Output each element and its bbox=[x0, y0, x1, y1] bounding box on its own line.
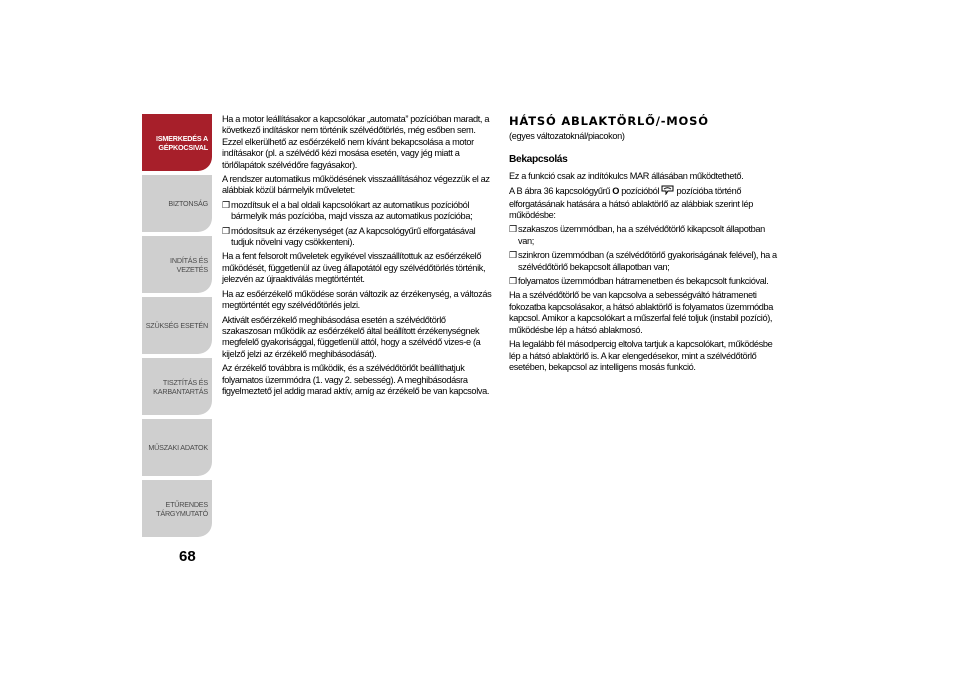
subsection-heading: Bekapcsolás bbox=[509, 154, 568, 166]
paragraph: Ha legalább fél másodpercig eltolva tartjuk a kapcsolókart, működésbe lép a hátsó ablaktörlő is. A kar elengedésekor, mint a szélvédőtörlő esetében, bekapcsol az intelligens mosás funkció. bbox=[509, 339, 773, 372]
paragraph: Ha a fent felsorolt műveletek egyikével visszaállítottuk az esőérzékelő működését, függetlenül az üveg állapotától egy szélvédőtörlés történik, jelezvén az újraaktiválás megtörténtét. bbox=[222, 251, 486, 285]
tab-label: SZÜKSÉG ESETÉN bbox=[145, 321, 208, 330]
tab-inditas[interactable] bbox=[142, 236, 212, 293]
checkbox-bullet-icon: ❒ bbox=[509, 224, 517, 235]
page-number: 68 bbox=[179, 548, 196, 565]
tab-label: ISMERKEDÉS A GÉPKOCSIVAL bbox=[155, 133, 208, 152]
paragraph: Ha az esőérzékelő működése során változik az érzékenység, a változás megtörténtét egy szélvédőtörlés jelzi. bbox=[222, 288, 492, 311]
checkbox-bullet-icon: ❒ bbox=[509, 276, 517, 287]
list-item bbox=[222, 226, 494, 249]
tab-muszaki[interactable] bbox=[142, 419, 212, 476]
left-column bbox=[222, 114, 494, 400]
tab-label: MŰSZAKI ADATOK bbox=[148, 443, 208, 452]
tab-szukseg[interactable] bbox=[142, 297, 212, 354]
chapter-tabs bbox=[142, 114, 212, 541]
checkbox-bullet-icon: ❒ bbox=[222, 225, 230, 236]
paragraph bbox=[509, 185, 781, 221]
text-fragment: A B ábra 36 kapcsológyűrű bbox=[509, 186, 613, 197]
right-column bbox=[509, 115, 781, 376]
tab-label: BIZTONSÁG bbox=[168, 199, 208, 208]
position-o-symbol: O bbox=[612, 186, 620, 197]
list-item-text: mozdítsuk el a bal oldali kapcsolókart az automatikus pozícióból bármelyik más pozícióba, majd vissza az automatikus pozícióba; bbox=[231, 199, 473, 222]
text-fragment: pozícióba történő elforgatásának hatására a hátsó ablaktörlő az alábbiak szerint lép működésbe: bbox=[509, 186, 754, 221]
list-item-text: szakaszos üzemmódban, ha a szélvédőtörlő kikapcsolt állapotban van; bbox=[518, 224, 765, 246]
section-subtitle: (egyes változatoknál/piacokon) bbox=[509, 131, 625, 141]
tab-label: TISZTÍTÁS ÉS KARBANTARTÁS bbox=[153, 377, 208, 396]
paragraph: Aktivált esőérzékelő meghibásodása esetén a szélvédőtörlő szakaszosan működik az esőérzékelő által beállított érzékenységnek megfelelő gyakorisággal, függetlenül attól, hogy a szélvédő vizes-e (a kijelző jelzi az érzékelő meghibásodását). bbox=[222, 314, 481, 359]
tab-ismerkedes[interactable] bbox=[142, 114, 212, 171]
tab-label: ETŰRENDES TÁRGYMUTATÓ bbox=[156, 499, 208, 518]
checkbox-bullet-icon: ❒ bbox=[509, 250, 517, 261]
list-item bbox=[509, 250, 781, 273]
paragraph: Az érzékelő továbbra is működik, és a szélvédőtörlőt beállíthatjuk folyamatos üzemmódra (1. vagy 2. sebesség). A meghibásodásra figyelmeztető jel addig marad aktív, amíg az érzékelő be van kapcsolva. bbox=[222, 363, 490, 396]
tab-label: INDÍTÁS ÉS VEZETÉS bbox=[170, 255, 208, 274]
tab-targymutato[interactable] bbox=[142, 480, 212, 537]
list-item-text: szinkron üzemmódban (a szélvédőtörlő gyakoriságának felével), ha a szélvédőtörlő bekapcsolt állapotban van; bbox=[518, 250, 777, 272]
list-item-text: módosítsuk az érzékenységet (az A kapcsológyűrű elforgatásával tudjuk növelni vagy csökkenteni). bbox=[231, 225, 476, 248]
list-item bbox=[509, 276, 781, 287]
paragraph: A rendszer automatikus működésének visszaállításához végezzük el az alábbiak közül bármelyik műveletet: bbox=[222, 174, 490, 196]
rear-wiper-icon bbox=[661, 185, 674, 198]
list-item-text: folyamatos üzemmódban hátramenetben és bekapcsolt funkcióval. bbox=[518, 276, 769, 287]
text-fragment: pozícióból bbox=[619, 186, 662, 197]
list-item bbox=[509, 224, 781, 247]
paragraph: Ha a motor leállításakor a kapcsolókar „automata” pozícióban maradt, a következő indításkor nem történik szélvédőtörlés, még esőben sem. Ezzel elkerülhető az esőérzékelő nem kívánt bekapcsolása a motor indításakor (pl. a szélvédő kézi mosása esetén, vagy jég miatt a törlőlapátok szélvédőre fagyásakor). bbox=[222, 114, 490, 170]
section-heading: HÁTSÓ ABLAKTÖRLŐ/-MOSÓ bbox=[509, 114, 709, 128]
tab-biztonsag[interactable] bbox=[142, 175, 212, 232]
paragraph: Ha a szélvédőtörlő be van kapcsolva a sebességváltó hátrameneti fokozatba kapcsolásakor, a hátsó ablaktörlő is folyamatos üzemmódba kapcsol. Amikor a kapcsolókart a műszerfal felé toljuk (instabil pozíció), működésbe lép a hátsó ablakmosó. bbox=[509, 290, 774, 335]
tab-tisztitas[interactable] bbox=[142, 358, 212, 415]
paragraph: Ez a funkció csak az indítókulcs MAR állásában működtethető. bbox=[509, 170, 744, 181]
checkbox-bullet-icon: ❒ bbox=[222, 199, 230, 210]
list-item bbox=[222, 200, 494, 223]
